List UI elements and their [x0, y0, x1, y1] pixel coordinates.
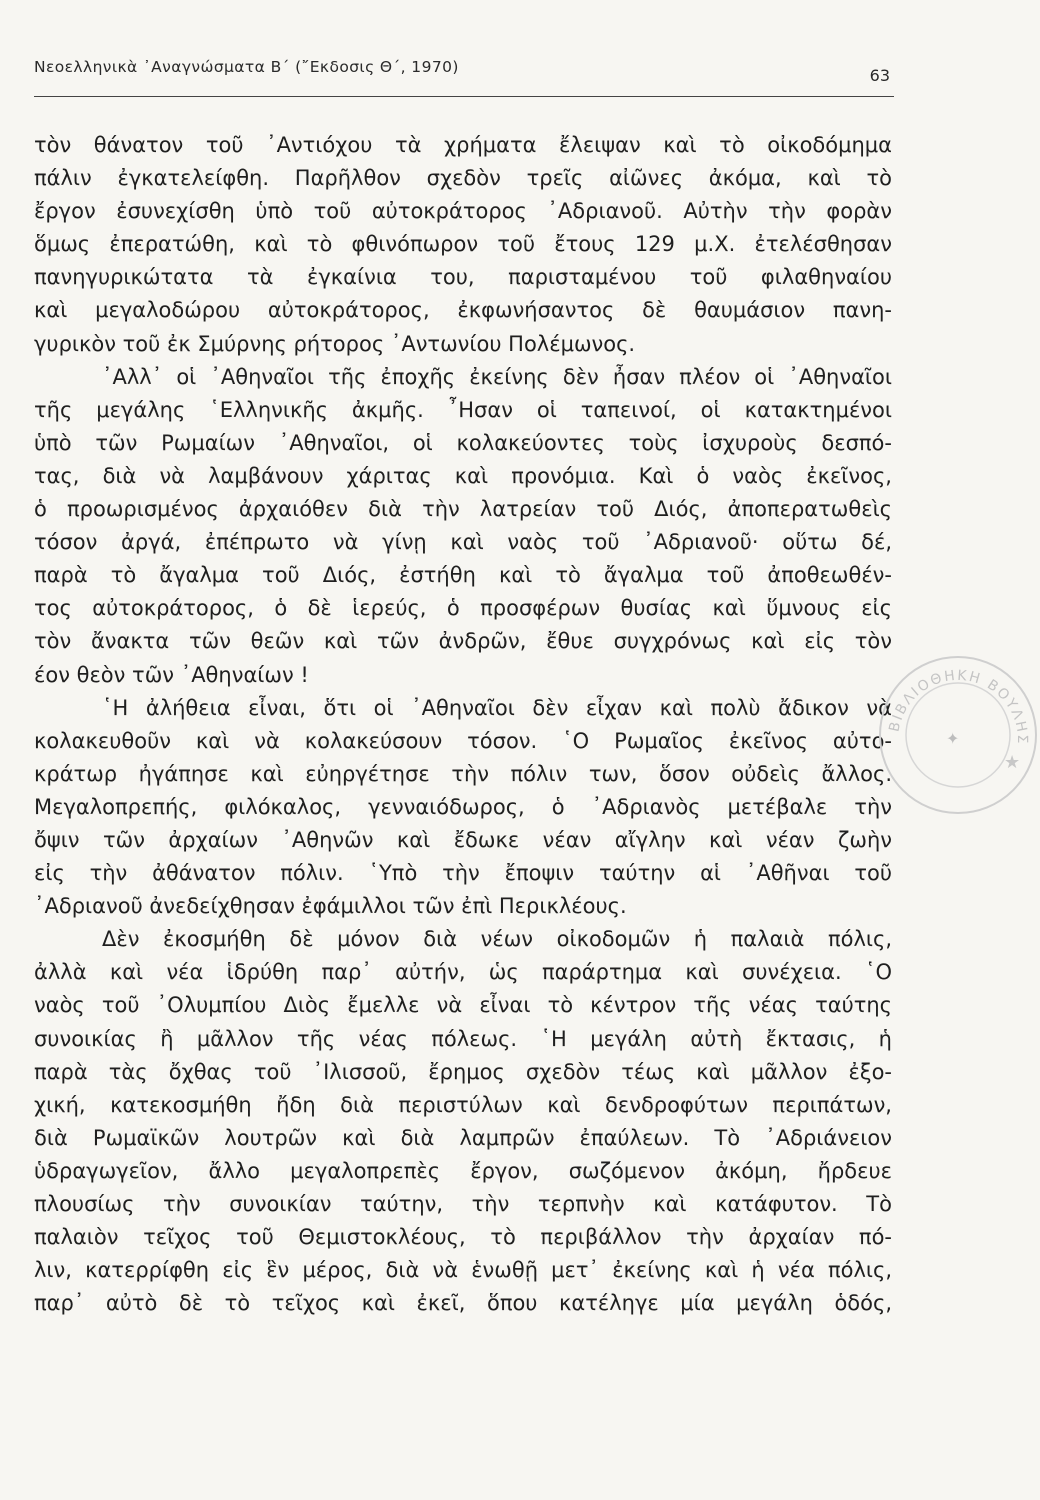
text-line: ὅμως ἐπερατώθη, καὶ τὸ φθινόπωρον τοῦ ἔτους 129 μ.Χ. ἐτελέσθησαν — [34, 232, 892, 257]
text-line: πλουσίως τὴν συνοικίαν ταύτην, τὴν τερπνὴν καὶ κατάφυτον. Τὸ — [34, 1192, 892, 1216]
text-line: ᾿Αδριανοῦ ἀνεδείχθησαν ἐφάμιλλοι τῶν ἐπὶ Περικλέους. — [34, 894, 627, 919]
text-line: Δὲν ἐκοσμήθη δὲ μόνον διὰ νέων οἰκοδομῶν ἡ παλαιὰ πόλις, — [102, 927, 892, 952]
stamp-seal-graphic — [868, 640, 1040, 816]
stamp-text: ΒΙΒΛΙΟΘΗΚΗ ΒΟΥΛΗΣ — [886, 667, 1031, 746]
running-title: Νεοελληνικὰ ᾿Αναγνώσματα Β΄ (῎Εκδοσις Θ΄, 1970) — [34, 58, 459, 76]
text-line: πάλιν ἐγκατελείφθη. Παρῆλθον σχεδὸν τρεῖς αἰῶνες ἀκόμα, καὶ τὸ — [34, 166, 892, 191]
library-stamp — [868, 640, 1040, 816]
header-rule — [34, 96, 894, 97]
text-line: τος αὐτοκράτορος, ὁ δὲ ἱερεύς, ὁ προσφέρων θυσίας καὶ ὕμνους εἰς — [34, 596, 892, 621]
text-line: ὑδραγωγεῖον, ἄλλο μεγαλοπρεπὲς ἔργον, σωζόμενον ἀκόμη, ἤρδευε — [34, 1158, 892, 1183]
text-line: χική, κατεκοσμήθη ἤδη διὰ περιστύλων καὶ δενδροφύτων περιπάτων, — [34, 1092, 892, 1117]
svg-text:✦: ✦ — [946, 729, 960, 748]
text-line: έον θεὸν τῶν ᾿Αθηναίων ! — [34, 662, 309, 687]
text-line: εἰς τὴν ἀθάνατον πόλιν. ῾Υπὸ τὴν ἔποψιν ταύτην αἱ ᾿Αθῆναι τοῦ — [34, 861, 892, 886]
text-line: παρὰ τὸ ἄγαλμα τοῦ Διός, ἐστήθη καὶ τὸ ἄγαλμα τοῦ ἀποθεωθέν- — [34, 563, 892, 588]
text-line: ὁ προωρισμένος ἀρχαιόθεν διὰ τὴν λατρείαν τοῦ Διός, ἀποπερατωθεὶς — [34, 497, 892, 522]
text-line: τὸν θάνατον τοῦ ᾿Αντιόχου τὰ χρήματα ἔλειψαν καὶ τὸ οἰκοδόμημα — [34, 133, 892, 157]
text-line: πανηγυρικώτατα τὰ ἐγκαίνια του, παρισταμένου τοῦ φιλαθηναίου — [34, 265, 892, 290]
svg-text:★: ★ — [1004, 752, 1021, 773]
text-line: τὸν ἄνακτα τῶν θεῶν καὶ τῶν ἀνδρῶν, ἔθυε συγχρόνως καὶ εἰς τὸν — [34, 629, 892, 654]
text-line: ἀλλὰ καὶ νέα ἱδρύθη παρ᾿ αὐτήν, ὡς παράρτημα καὶ συνέχεια. ῾Ο — [34, 960, 892, 985]
body-text — [34, 129, 892, 1320]
text-line: Μεγαλοπρεπής, φιλόκαλος, γενναιόδωρος, ὁ ᾿Αδριανὸς μετέβαλε τὴν — [34, 794, 892, 819]
text-line: λιν, κατερρίφθη εἰς ἓν μέρος, διὰ νὰ ἑνωθῇ μετ᾿ ἐκείνης καὶ ἡ νέα πόλις, — [34, 1258, 892, 1283]
text-line: τῆς μεγάλης ῾Ελληνικῆς ἀκμῆς. ῏Ησαν οἱ ταπεινοί, οἱ κατακτημένοι — [34, 397, 892, 422]
text-line: ναὸς τοῦ ᾿Ολυμπίου Διὸς ἔμελλε νὰ εἶναι τὸ κέντρον τῆς νέας ταύτης — [34, 993, 892, 1018]
text-line: συνοικίας ἢ μᾶλλον τῆς νέας πόλεως. ῾Η μεγάλη αὐτὴ ἔκτασις, ἡ — [34, 1026, 892, 1051]
text-line: ἔργον ἐσυνεχίσθη ὑπὸ τοῦ αὐτοκράτορος ᾿Αδριανοῦ. Αὐτὴν τὴν φορὰν — [34, 199, 892, 224]
text-line: τας, διὰ νὰ λαμβάνουν χάριτας καὶ προνόμια. Καὶ ὁ ναὸς ἐκεῖνος, — [34, 463, 892, 488]
text-line: κράτωρ ἠγάπησε καὶ εὐηργέτησε τὴν πόλιν των, ὅσον οὐδεὶς ἄλλος. — [34, 761, 892, 786]
text-line: ᾿Αλλ᾿ οἱ ᾿Αθηναῖοι τῆς ἐποχῆς ἐκείνης δὲν ἦσαν πλέον οἱ ᾿Αθηναῖοι — [102, 364, 892, 389]
text-line: παρ᾿ αὐτὸ δὲ τὸ τεῖχος καὶ ἐκεῖ, ὅπου κατέληγε μία μεγάλη ὁδός, — [34, 1291, 892, 1316]
text-line: ὄψιν τῶν ἀρχαίων ᾿Αθηνῶν καὶ ἔδωκε νέαν αἴγλην καὶ νέαν ζωὴν — [34, 827, 892, 852]
text-line: διὰ Ρωμαϊκῶν λουτρῶν καὶ διὰ λαμπρῶν ἐπαύλεων. Τὸ ᾿Αδριάνειον — [34, 1125, 892, 1150]
text-line: γυρικὸν τοῦ ἐκ Σμύρνης ρήτορος ᾿Αντωνίου Πολέμωνος. — [34, 331, 636, 356]
text-line: ῾Η ἀλήθεια εἶναι, ὅτι οἱ ᾿Αθηναῖοι δὲν εἶχαν καὶ πολὺ ἄδικον νὰ — [102, 695, 892, 720]
page-number: 63 — [869, 66, 890, 85]
text-line: καὶ μεγαλοδώρου αὐτοκράτορος, ἐκφωνήσαντος δὲ θαυμάσιον πανη- — [34, 298, 892, 323]
text-line: τόσον ἀργά, ἐπέπρωτο νὰ γίνῃ καὶ ναὸς τοῦ ᾿Αδριανοῦ· οὕτω δέ, — [34, 530, 892, 555]
text-line: κολακευθοῦν καὶ νὰ κολακεύσουν τόσον. ῾Ο Ρωμαῖος ἐκεῖνος αὐτο- — [34, 728, 892, 753]
text-line: παρὰ τὰς ὄχθας τοῦ ᾿Ιλισσοῦ, ἔρημος σχεδὸν τέως καὶ μᾶλλον ἐξο- — [34, 1059, 892, 1084]
text-line: παλαιὸν τεῖχος τοῦ Θεμιστοκλέους, τὸ περιβάλλον τὴν ἀρχαίαν πό- — [34, 1225, 892, 1250]
text-line: ὑπὸ τῶν Ρωμαίων ᾿Αθηναῖοι, οἱ κολακεύοντες τοὺς ἰσχυροὺς δεσπό- — [34, 430, 892, 455]
